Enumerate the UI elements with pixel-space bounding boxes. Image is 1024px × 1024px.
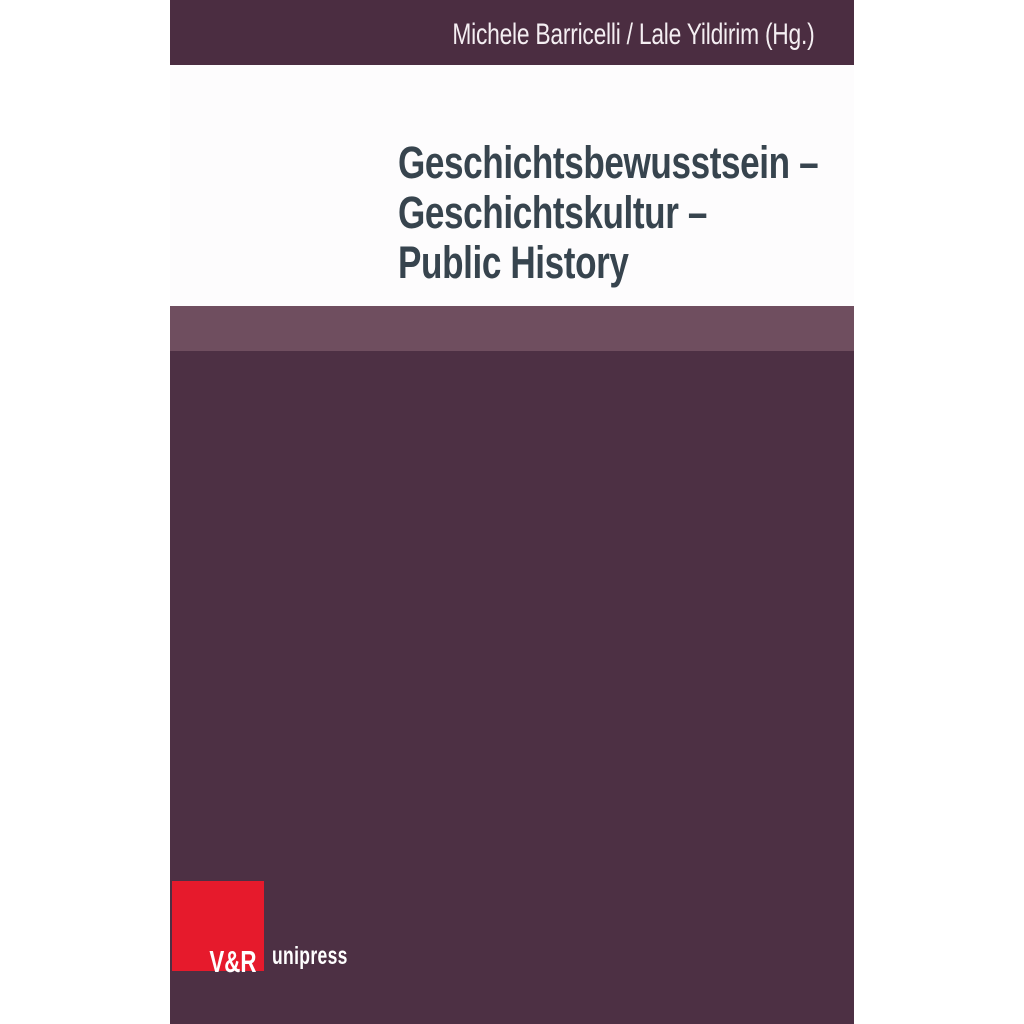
title-line-1: Geschichtsbewusstsein – <box>398 137 819 188</box>
top-editor-band <box>170 0 854 65</box>
title-line-3: Public History <box>398 237 629 288</box>
title-line-2: Geschichtskultur – <box>398 187 707 238</box>
cover-body <box>170 351 854 1024</box>
accent-band <box>170 306 854 351</box>
book-title <box>398 138 818 288</box>
unipress-wordmark: unipress <box>272 942 348 970</box>
vr-logo-square <box>172 881 264 979</box>
editors-line: Michele Barricelli / Lale Yildirim (Hg.) <box>451 17 814 51</box>
vr-logo-text: V&R <box>208 944 256 979</box>
book-cover <box>170 0 854 1024</box>
